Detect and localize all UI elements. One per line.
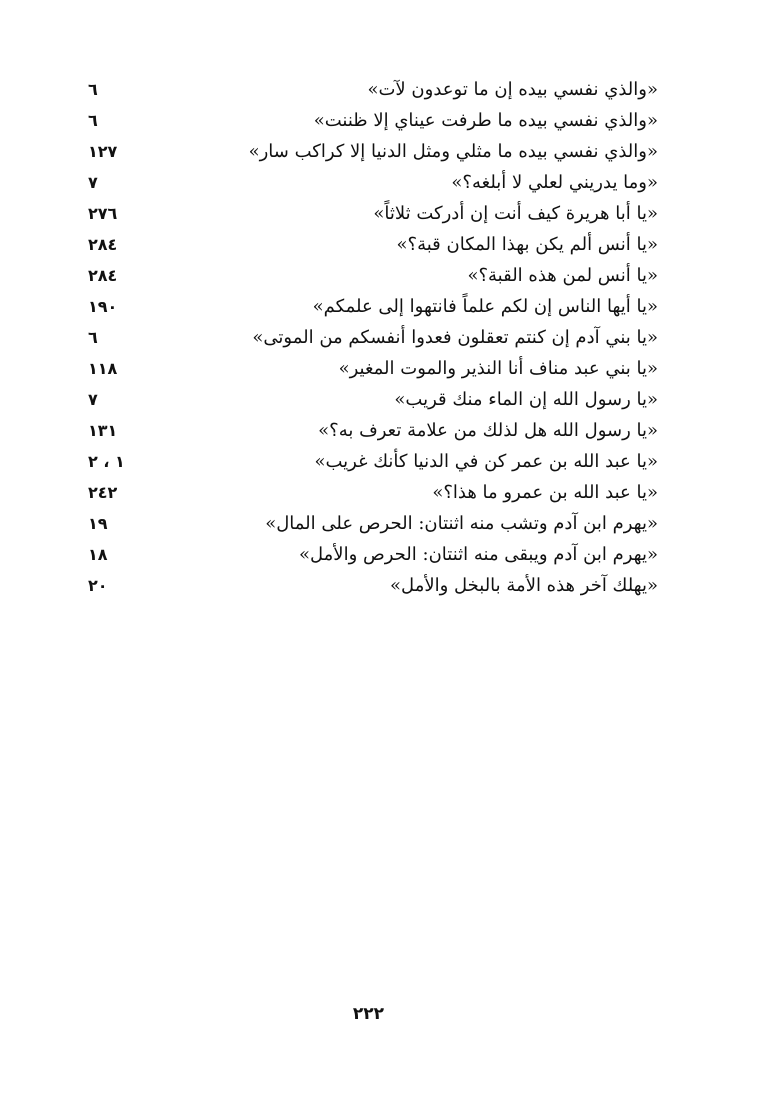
index-entry-text: «يا رسول الله إن الماء منك قريب» bbox=[394, 389, 658, 410]
index-entry-text: «يهلك آخر هذه الأمة بالبخل والأمل» bbox=[390, 575, 658, 596]
index-entry bbox=[88, 477, 658, 508]
page-number: ٢٢٢ bbox=[352, 1004, 385, 1024]
index-entry-text: «والذي نفسي بيده إن ما توعدون لآت» bbox=[367, 79, 658, 100]
index-entry-page: ١ ، ٢ bbox=[88, 452, 125, 471]
index-entry bbox=[88, 415, 658, 446]
index-entry-text: «يا عبد الله بن عمر كن في الدنيا كأنك غريب» bbox=[314, 451, 658, 472]
index-entry bbox=[88, 291, 658, 322]
index-entry-page: ٦ bbox=[88, 111, 98, 130]
index-entry bbox=[88, 570, 658, 601]
index-entry bbox=[88, 260, 658, 291]
index-entry-text: «وما يدريني لعلي لا أبلغه؟» bbox=[451, 172, 658, 193]
index-entry-text: «يا أنس لمن هذه القبة؟» bbox=[467, 265, 658, 286]
index-entry bbox=[88, 198, 658, 229]
index-entry-text: «يهرم ابن آدم وتشب منه اثنتان: الحرص على المال» bbox=[265, 513, 658, 534]
index-entry-page: ٢٠ bbox=[88, 576, 108, 595]
index-entry bbox=[88, 136, 658, 167]
hadith-index-list bbox=[88, 74, 658, 601]
index-entry-text: «يهرم ابن آدم ويبقى منه اثنتان: الحرص والأمل» bbox=[299, 544, 658, 565]
index-entry-text: «يا عبد الله بن عمرو ما هذا؟» bbox=[432, 482, 658, 503]
index-entry bbox=[88, 353, 658, 384]
index-entry bbox=[88, 105, 658, 136]
index-entry-page: ٢٨٤ bbox=[88, 235, 118, 254]
index-entry-text: «والذي نفسي بيده ما طرفت عيناي إلا ظننت» bbox=[313, 110, 658, 131]
index-entry-page: ٧ bbox=[88, 390, 98, 409]
index-entry bbox=[88, 384, 658, 415]
index-entry bbox=[88, 74, 658, 105]
index-entry-page: ١٨ bbox=[88, 545, 108, 564]
index-entry-page: ٢٤٢ bbox=[88, 483, 118, 502]
index-entry bbox=[88, 539, 658, 570]
index-entry-text: «يا بني عبد مناف أنا النذير والموت المغير» bbox=[338, 358, 658, 379]
index-entry bbox=[88, 446, 658, 477]
index-entry-page: ٧ bbox=[88, 173, 98, 192]
index-entry-page: ١٩٠ bbox=[88, 297, 118, 316]
index-entry-text: «يا أبا هريرة كيف أنت إن أدركت ثلاثاً» bbox=[373, 203, 658, 224]
index-entry-page: ٦ bbox=[88, 80, 98, 99]
index-entry-page: ١٢٧ bbox=[88, 142, 118, 161]
index-entry-page: ٢٧٦ bbox=[88, 204, 118, 223]
index-entry bbox=[88, 508, 658, 539]
index-entry-text: «يا أيها الناس إن لكم علماً فانتهوا إلى علمكم» bbox=[312, 296, 658, 317]
index-entry-page: ١٣١ bbox=[88, 421, 118, 440]
index-entry-text: «والذي نفسي بيده ما مثلي ومثل الدنيا إلا كراكب سار» bbox=[248, 141, 658, 162]
index-entry-text: «يا أنس ألم يكن بهذا المكان قبة؟» bbox=[396, 234, 658, 255]
index-entry-text: «يا بني آدم إن كنتم تعقلون فعدوا أنفسكم من الموتى» bbox=[252, 327, 658, 348]
index-entry bbox=[88, 167, 658, 198]
index-entry-page: ٦ bbox=[88, 328, 98, 347]
index-entry-page: ١١٨ bbox=[88, 359, 118, 378]
index-entry-text: «يا رسول الله هل لذلك من علامة تعرف به؟» bbox=[318, 420, 658, 441]
index-entry-page: ٢٨٤ bbox=[88, 266, 118, 285]
index-entry bbox=[88, 229, 658, 260]
index-entry-page: ١٩ bbox=[88, 514, 108, 533]
index-entry bbox=[88, 322, 658, 353]
